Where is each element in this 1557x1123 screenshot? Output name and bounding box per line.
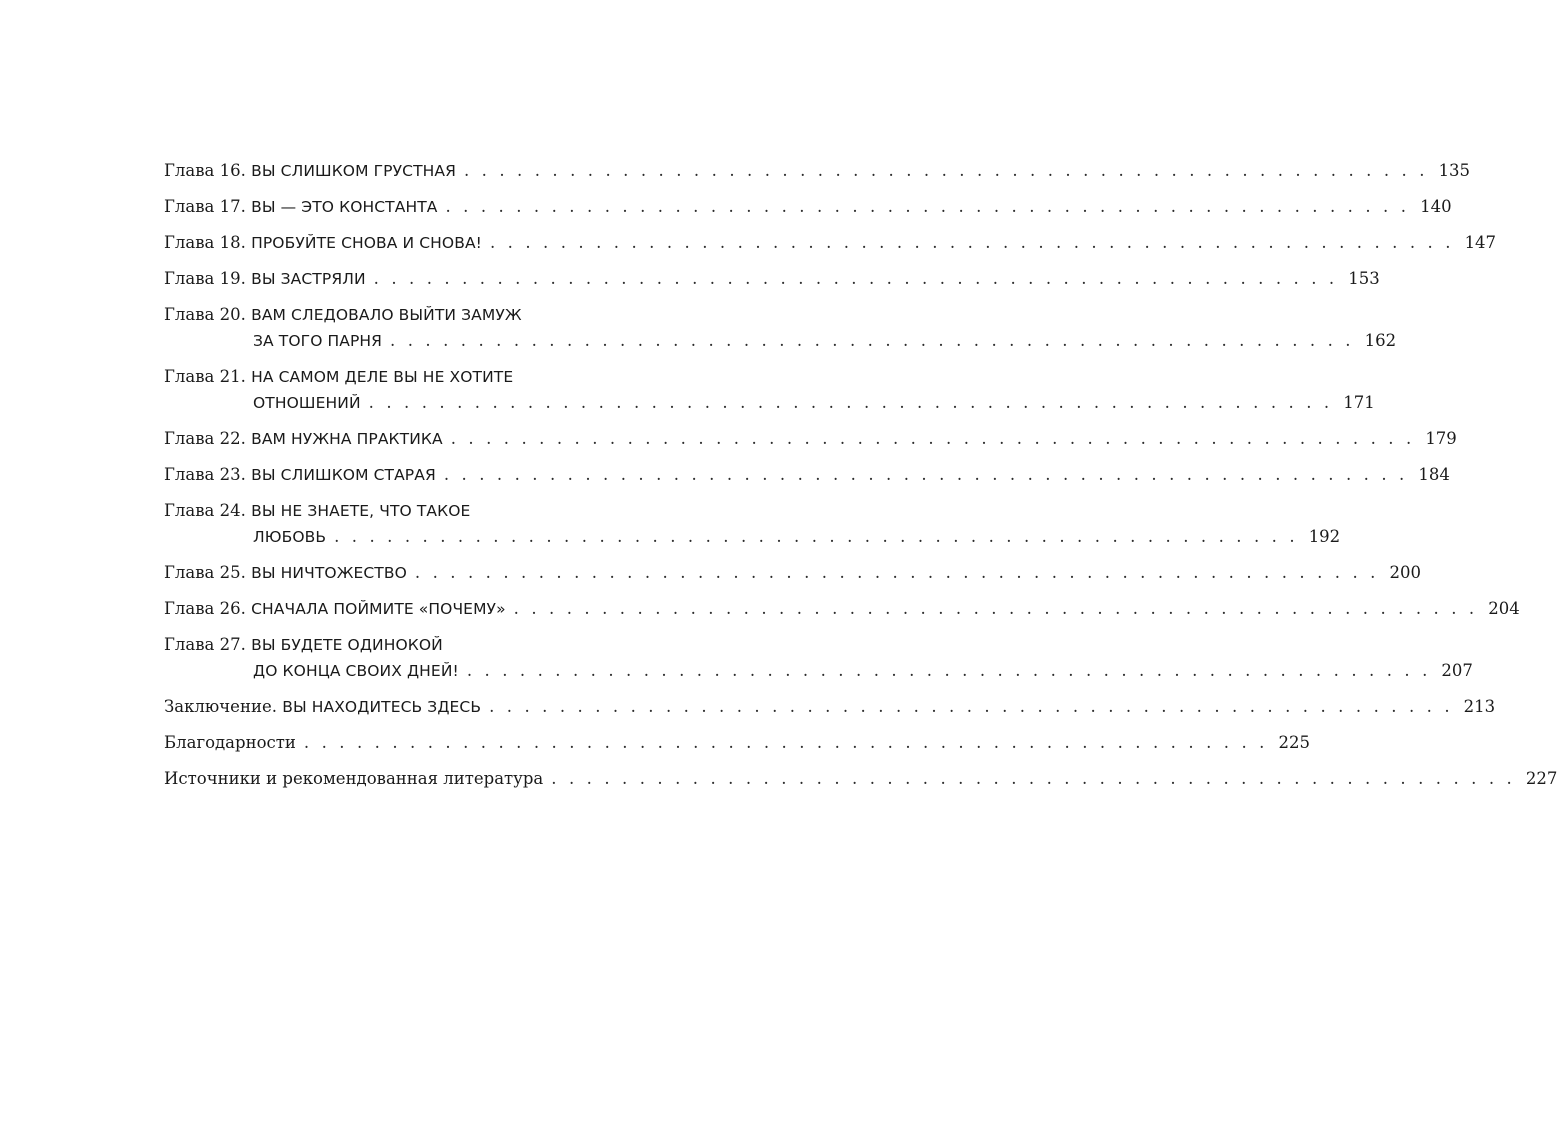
- dot-leader: . . . . . . . . . . . . . . . . . . . . . . . . . . . . . . . . . . . . . . . . . . . . . . . . . . . . . . .: [334, 527, 1299, 546]
- page-number: 192: [1308, 527, 1341, 546]
- toc-entry-chapter-20[interactable]: [164, 302, 1397, 354]
- dot-leader: . . . . . . . . . . . . . . . . . . . . . . . . . . . . . . . . . . . . . . . . . . . . . . . . . . . . . . .: [489, 233, 1455, 252]
- toc-entry-chapter-19[interactable]: [164, 266, 1380, 292]
- page-number: 204: [1488, 599, 1520, 618]
- toc-entry-chapter-17[interactable]: [164, 194, 1452, 220]
- chapter-title-line2: ОТНОШЕНИЙ: [253, 394, 361, 412]
- dot-leader: . . . . . . . . . . . . . . . . . . . . . . . . . . . . . . . . . . . . . . . . . . . . . . . . . . . . . . .: [513, 599, 1478, 618]
- chapter-prefix: Глава 19.: [164, 269, 246, 288]
- toc-entry-chapter-18[interactable]: [164, 230, 1497, 256]
- chapter-prefix: Глава 18.: [164, 233, 246, 252]
- toc-entry-chapter-23[interactable]: [164, 462, 1450, 488]
- chapter-prefix: Глава 17.: [164, 197, 246, 216]
- toc-entry-acknowledgements[interactable]: [164, 730, 1310, 756]
- dot-leader: . . . . . . . . . . . . . . . . . . . . . . . . . . . . . . . . . . . . . . . . . . . . . . . . . . . . . . .: [373, 269, 1338, 288]
- chapter-prefix: Глава 23.: [164, 465, 246, 484]
- chapter-title-line2: ЛЮБОВЬ: [253, 528, 327, 546]
- chapter-title-line1: НА САМОМ ДЕЛЕ ВЫ НЕ ХОТИТЕ: [251, 368, 514, 386]
- page-number: 162: [1364, 331, 1397, 350]
- section-title: Благодарности: [164, 733, 296, 752]
- dot-leader: . . . . . . . . . . . . . . . . . . . . . . . . . . . . . . . . . . . . . . . . . . . . . . . . . . . . . . .: [303, 733, 1268, 752]
- dot-leader: . . . . . . . . . . . . . . . . . . . . . . . . . . . . . . . . . . . . . . . . . . . . . . . . . . . . . . .: [443, 465, 1408, 484]
- chapter-prefix: Заключение.: [164, 697, 277, 716]
- chapter-title: ВЫ СЛИШКОМ ГРУСТНАЯ: [251, 162, 456, 180]
- toc-entry-chapter-21[interactable]: [164, 364, 1375, 416]
- dot-leader: . . . . . . . . . . . . . . . . . . . . . . . . . . . . . . . . . . . . . . . . . . . . . . . . . . . . . . .: [551, 769, 1516, 788]
- toc-entry-chapter-24[interactable]: [164, 498, 1341, 550]
- page-number: 225: [1278, 733, 1310, 752]
- chapter-prefix: Глава 20.: [164, 305, 246, 324]
- chapter-title-line1: ВАМ СЛЕДОВАЛО ВЫЙТИ ЗАМУЖ: [251, 306, 522, 324]
- chapter-prefix: Глава 22.: [164, 429, 246, 448]
- dot-leader: . . . . . . . . . . . . . . . . . . . . . . . . . . . . . . . . . . . . . . . . . . . . . . . . . . . . . . .: [450, 429, 1415, 448]
- dot-leader: . . . . . . . . . . . . . . . . . . . . . . . . . . . . . . . . . . . . . . . . . . . . . . . . . . . . . . .: [414, 563, 1379, 582]
- page-number: 213: [1463, 697, 1496, 716]
- toc-entry-chapter-16[interactable]: [164, 158, 1471, 184]
- page-number: 207: [1441, 661, 1473, 680]
- dot-leader: . . . . . . . . . . . . . . . . . . . . . . . . . . . . . . . . . . . . . . . . . . . . . . . . . . . . . . .: [445, 197, 1410, 216]
- page-number: 171: [1343, 393, 1375, 412]
- chapter-title: ПРОБУЙТЕ СНОВА И СНОВА!: [251, 234, 482, 252]
- chapter-prefix: Глава 24.: [164, 501, 246, 520]
- chapter-prefix: Глава 25.: [164, 563, 246, 582]
- chapter-title: ВЫ НАХОДИТЕСЬ ЗДЕСЬ: [282, 698, 482, 716]
- page-number: 179: [1425, 429, 1457, 448]
- chapter-prefix: Глава 16.: [164, 161, 246, 180]
- chapter-title-line2: ДО КОНЦА СВОИХ ДНЕЙ!: [253, 662, 459, 680]
- chapter-prefix: Глава 26.: [164, 599, 246, 618]
- chapter-title: ВАМ НУЖНА ПРАКТИКА: [251, 430, 443, 448]
- page-number: 140: [1420, 197, 1452, 216]
- dot-leader: . . . . . . . . . . . . . . . . . . . . . . . . . . . . . . . . . . . . . . . . . . . . . . . . . . . . . . .: [463, 161, 1429, 180]
- chapter-title: ВЫ ЗАСТРЯЛИ: [251, 270, 366, 288]
- chapter-prefix: Глава 27.: [164, 635, 246, 654]
- chapter-title: ВЫ НИЧТОЖЕСТВО: [251, 564, 407, 582]
- table-of-contents: [164, 158, 1557, 802]
- section-title: Источники и рекомендованная литература: [164, 769, 544, 788]
- chapter-title: СНАЧАЛА ПОЙМИТЕ «ПОЧЕМУ»: [251, 600, 506, 618]
- toc-entry-chapter-27[interactable]: [164, 632, 1473, 684]
- dot-leader: . . . . . . . . . . . . . . . . . . . . . . . . . . . . . . . . . . . . . . . . . . . . . . . . . . . . . . .: [368, 393, 1333, 412]
- page-number: 135: [1438, 161, 1471, 180]
- dot-leader: . . . . . . . . . . . . . . . . . . . . . . . . . . . . . . . . . . . . . . . . . . . . . . . . . . . . . . .: [466, 661, 1431, 680]
- chapter-title: ВЫ — ЭТО КОНСТАНТА: [251, 198, 438, 216]
- page-number: 227: [1525, 769, 1557, 788]
- page-number: 200: [1389, 563, 1421, 582]
- page-number: 153: [1348, 269, 1380, 288]
- chapter-title-line1: ВЫ НЕ ЗНАЕТЕ, ЧТО ТАКОЕ: [251, 502, 471, 520]
- chapter-title-line1: ВЫ БУДЕТЕ ОДИНОКОЙ: [251, 636, 443, 654]
- chapter-title: ВЫ СЛИШКОМ СТАРАЯ: [251, 466, 436, 484]
- page-number: 184: [1418, 465, 1450, 484]
- toc-entry-sources[interactable]: [164, 766, 1557, 792]
- dot-leader: . . . . . . . . . . . . . . . . . . . . . . . . . . . . . . . . . . . . . . . . . . . . . . . . . . . . . . .: [489, 697, 1454, 716]
- toc-entry-chapter-26[interactable]: [164, 596, 1520, 622]
- toc-entry-conclusion[interactable]: [164, 694, 1496, 720]
- chapter-prefix: Глава 21.: [164, 367, 246, 386]
- toc-entry-chapter-25[interactable]: [164, 560, 1421, 586]
- chapter-title-line2: ЗА ТОГО ПАРНЯ: [253, 332, 383, 350]
- toc-entry-chapter-22[interactable]: [164, 426, 1457, 452]
- page-number: 147: [1464, 233, 1497, 252]
- dot-leader: . . . . . . . . . . . . . . . . . . . . . . . . . . . . . . . . . . . . . . . . . . . . . . . . . . . . . . .: [390, 331, 1355, 350]
